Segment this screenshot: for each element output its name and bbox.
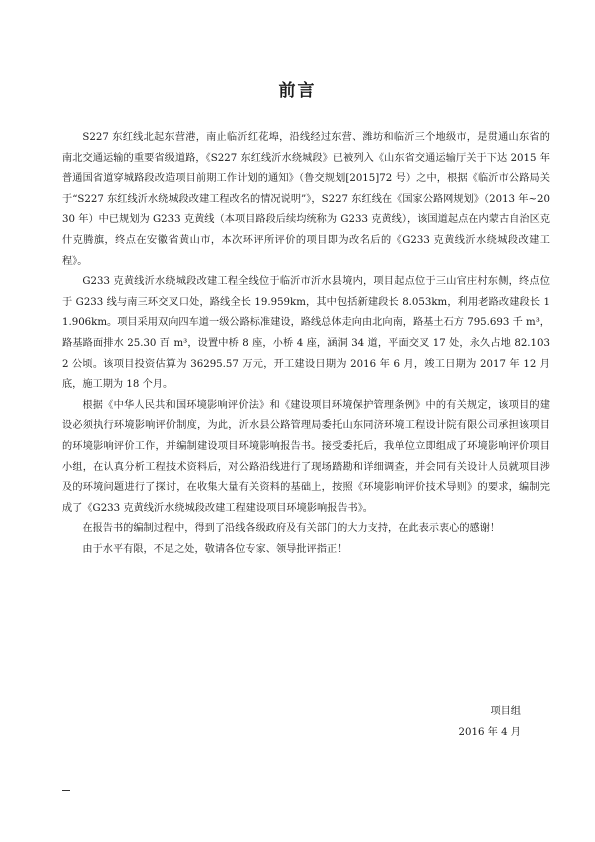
paragraph-disclaimer: 由于水平有限，不足之处，敬请各位专家、领导批评指正！ bbox=[82, 543, 348, 555]
preface-body bbox=[62, 128, 550, 560]
footer-mark bbox=[62, 790, 70, 791]
page-title: 前言 bbox=[278, 81, 317, 101]
signature-block bbox=[459, 702, 522, 743]
paragraph-assessment-process: 根据《中华人民共和国环境影响评价法》和《建设项目环境保护管理条例》中的有关规定，该项目的建设必须执行环境影响评价制度，为此，沂水县公路管理局委托山东同济环境工程设计院有限公司承担该项目的环境影响评价工作，并编制建设项目环境影响报告书。接受委托后，我单位立即组成了环境影响评价项目小组，在认真分析工程技术资料后，对公路沿线进行了现场踏勘和详细调查，并会同有关设计人员就项目涉及的环境问题进行了探讨，在收集大量有关资料的基础上，按照《环境影响评价技术导则》的要求，编制完成了《G233 克黄线沂水绕城段改建工程建设项目环境影响报告书》。 bbox=[62, 399, 550, 514]
paragraph-acknowledgement: 在报告书的编制过程中，得到了沿线各级政府及有关部门的大力支持，在此表示衷心的感谢！ bbox=[82, 523, 501, 535]
signature-org: 项目组 bbox=[490, 706, 521, 717]
paragraph-project-background: S227 东红线北起东营港，南止临沂红花埠，沿线经过东营、潍坊和临沂三个地级市，是贯通山东省的南北交通运输的重要省级道路，《S227 东红线沂水绕城段》已被列入《山东省交通运输厅关于下达 2015 年普通国省道穿城路段改造项目前期工作计划的通知》（鲁交规划[2015]72 号）之中，根据《临沂市公路局关于“S227 东红线沂水绕城段改建工程改名的情况说明”》，S227 东红线在《国家公路网规划》（2013 年~2030 年）中已规划为 G233 克黄线（本项目路段后续均统称为 G233 克黄线），该国道起点在内蒙古自治区克什克腾旗，终点在安徽省黄山市，本次环评所评价的项目即为改名后的《G233 克黄线沂水绕城段改建工程》。 bbox=[62, 132, 550, 267]
signature-date: 2016 年 4 月 bbox=[458, 726, 521, 738]
paragraph-project-overview: G233 克黄线沂水绕城段改建工程全线位于临沂市沂水县境内，项目起点位于三山官庄村东侧，终点位于 G233 线与南三环交叉口处，路线全长 19.959km，其中包括新建段长 8.053km，利用老路改建段长 11.906km。项目采用双向四车道一级公路标准建设，路线总体走向由北向南，路基土石方 795.693 千 m³，路基路面排水 25.30 百 m³，设置中桥 8 座，小桥 4 座，涵洞 34 道，平面交叉 17 处，永久占地 82.1032 公顷。该项目投资估算为 36295.57 万元，开工建设日期为 2016 年 6 月，竣工日期为 2017 年 12 月底，施工期为 18 个月。 bbox=[62, 276, 550, 391]
